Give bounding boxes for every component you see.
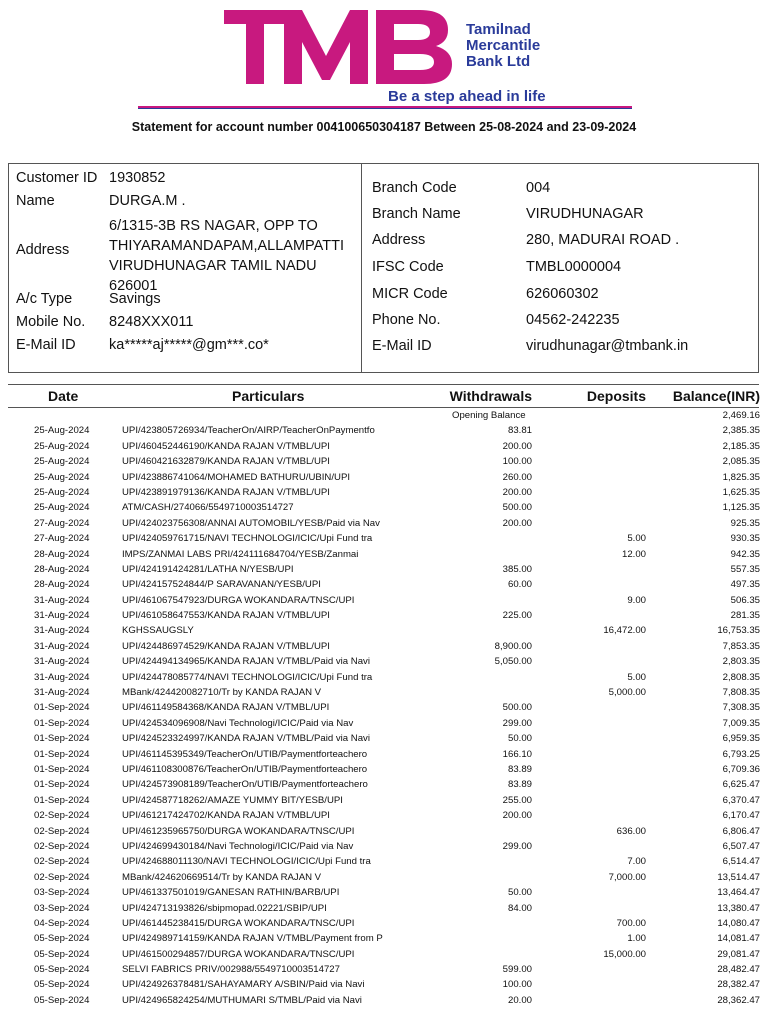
row-particulars: MBank/424620669514/Tr by KANDA RAJAN V (122, 871, 322, 883)
tmb-logo (222, 4, 458, 88)
row-particulars: UPI/424486974529/KANDA RAJAN V/TMBL/UPI (122, 640, 330, 652)
row-date: 05-Sep-2024 (34, 964, 90, 976)
table-header-top-rule (8, 384, 759, 385)
row-date: 28-Aug-2024 (34, 579, 90, 591)
row-balance: 29,081.47 (717, 948, 760, 960)
row-balance: 6,625.47 (722, 779, 760, 791)
row-particulars: UPI/424965824254/MUTHUMARI S/TMBL/Paid via Navi (122, 994, 362, 1006)
branch-name-value: VIRUDHUNAGAR (526, 206, 644, 222)
row-date: 25-Aug-2024 (34, 440, 90, 452)
bank-name-line: Mercantile (466, 37, 541, 54)
row-particulars: UPI/461149584368/KANDA RAJAN V/TMBL/UPI (122, 702, 330, 714)
row-date: 05-Sep-2024 (34, 994, 90, 1006)
row-deposit: 5.00 (627, 671, 646, 683)
row-deposit: 9.00 (627, 594, 646, 606)
row-balance: 2,808.35 (722, 671, 760, 683)
row-withdrawal: 500.00 (502, 502, 532, 514)
address-line: THIYARAMANDAPAM,ALLAMPATTI (109, 238, 344, 254)
row-withdrawal: 50.00 (507, 733, 532, 745)
table-row (0, 623, 768, 638)
table-row (0, 901, 768, 916)
row-withdrawal: 100.00 (502, 456, 532, 468)
table-row (0, 870, 768, 885)
address-line: VIRUDHUNAGAR TAMIL NADU (109, 258, 317, 274)
opening-balance-label: Opening Balance (452, 410, 526, 421)
table-row (0, 562, 768, 577)
row-date: 02-Sep-2024 (34, 856, 90, 868)
row-withdrawal: 200.00 (502, 517, 532, 529)
row-particulars: IMPS/ZANMAI LABS PRI/424111684704/YESB/Zanmai (122, 548, 359, 560)
row-date: 28-Aug-2024 (34, 548, 90, 560)
customer-name-label: Name (16, 193, 55, 209)
row-particulars: UPI/460452446190/KANDA RAJAN V/TMBL/UPI (122, 440, 330, 452)
row-particulars: UPI/424478085774/NAVI TECHNOLOGI/ICIC/Upi Fund tra (122, 671, 373, 683)
row-withdrawal: 50.00 (507, 887, 532, 899)
row-particulars: KGHSSAUGSLY (122, 625, 194, 637)
table-row (0, 608, 768, 623)
table-row (0, 916, 768, 931)
row-withdrawal: 5,050.00 (494, 656, 532, 668)
row-balance: 2,385.35 (722, 425, 760, 437)
address-line: 626001 (109, 278, 158, 294)
row-balance: 28,482.47 (717, 964, 760, 976)
row-withdrawal: 83.89 (507, 763, 532, 775)
row-date: 31-Aug-2024 (34, 625, 90, 637)
row-particulars: UPI/423886741064/MOHAMED BATHURU/UBIN/UPI (122, 471, 351, 483)
row-deposit: 5,000.00 (608, 687, 646, 699)
actype-value: Savings (109, 291, 161, 307)
row-withdrawal: 200.00 (502, 810, 532, 822)
row-date: 03-Sep-2024 (34, 887, 90, 899)
row-particulars: UPI/461337501019/GANESAN RATHIN/BARB/UPI (122, 887, 340, 899)
table-row (0, 962, 768, 977)
ifsc-value: TMBL0000004 (526, 259, 622, 275)
row-withdrawal: 255.00 (502, 794, 532, 806)
customer-email-value: ka*****aj*****@gm***.co* (109, 337, 269, 353)
row-date: 31-Aug-2024 (34, 687, 90, 699)
row-deposit: 636.00 (616, 825, 646, 837)
row-balance: 2,185.35 (722, 440, 760, 452)
row-withdrawal: 200.00 (502, 486, 532, 498)
row-particulars: UPI/461217424702/KANDA RAJAN V/TMBL/UPI (122, 810, 330, 822)
table-row (0, 516, 768, 531)
branch-phone-label: Phone No. (372, 312, 441, 328)
row-particulars: UPI/461067547923/DURGA WOKANDARA/TNSC/UPI (122, 594, 355, 606)
row-balance: 7,009.35 (722, 717, 760, 729)
row-particulars: UPI/424059761715/NAVI TECHNOLOGI/ICIC/Upi Fund tra (122, 533, 373, 545)
row-particulars: MBank/424420082710/Tr by KANDA RAJAN V (122, 687, 322, 699)
row-balance: 6,507.47 (722, 840, 760, 852)
row-particulars: UPI/423891979136/KANDA RAJAN V/TMBL/UPI (122, 486, 330, 498)
row-balance: 1,125.35 (722, 502, 760, 514)
row-date: 31-Aug-2024 (34, 671, 90, 683)
row-date: 01-Sep-2024 (34, 702, 90, 714)
row-date: 25-Aug-2024 (34, 471, 90, 483)
table-row (0, 762, 768, 777)
bank-name-line: Bank Ltd (466, 53, 531, 70)
row-balance: 16,753.35 (717, 625, 760, 637)
actype-label: A/c Type (16, 291, 73, 307)
row-balance: 28,362.47 (717, 994, 760, 1006)
customer-address-label: Address (16, 242, 70, 258)
row-particulars: UPI/461145395349/TeacherOn/UTIB/Paymentforteachero (122, 748, 368, 760)
row-withdrawal: 84.00 (507, 902, 532, 914)
table-row (0, 423, 768, 438)
row-particulars: UPI/461235965750/DURGA WOKANDARA/TNSC/UPI (122, 825, 355, 837)
row-withdrawal: 500.00 (502, 702, 532, 714)
mobile-label: Mobile No. (16, 314, 86, 330)
table-row (0, 670, 768, 685)
branch-email-label: E-Mail ID (372, 338, 432, 354)
bank-name-line: Tamilnad (466, 21, 531, 38)
row-date: 25-Aug-2024 (34, 486, 90, 498)
row-date: 31-Aug-2024 (34, 594, 90, 606)
row-date: 01-Sep-2024 (34, 794, 90, 806)
micr-value: 626060302 (526, 286, 599, 302)
table-row (0, 547, 768, 562)
table-row (0, 854, 768, 869)
row-withdrawal: 83.81 (507, 425, 532, 437)
row-balance: 1,825.35 (722, 471, 760, 483)
row-particulars: UPI/461445238415/DURGA WOKANDARA/TNSC/UPI (122, 917, 355, 929)
table-row (0, 793, 768, 808)
mobile-value: 8248XXX011 (109, 314, 194, 330)
table-row (0, 500, 768, 515)
row-date: 28-Aug-2024 (34, 563, 90, 575)
customer-address-value (109, 216, 344, 296)
table-row (0, 731, 768, 746)
row-withdrawal: 20.00 (507, 994, 532, 1006)
branch-email-value: virudhunagar@tmbank.in (526, 338, 689, 354)
branch-code-value: 004 (526, 180, 551, 196)
row-date: 02-Sep-2024 (34, 871, 90, 883)
row-balance: 6,709.36 (722, 763, 760, 775)
branch-address-label: Address (372, 232, 426, 248)
table-row (0, 439, 768, 454)
row-deposit: 7,000.00 (608, 871, 646, 883)
row-particulars: SELVI FABRICS PRIV/002988/5549710003514727 (122, 964, 340, 976)
row-particulars: UPI/424926378481/SAHAYAMARY A/SBIN/Paid via Navi (122, 979, 365, 991)
row-deposit: 12.00 (621, 548, 646, 560)
table-row (0, 485, 768, 500)
row-balance: 7,308.35 (722, 702, 760, 714)
row-deposit: 7.00 (627, 856, 646, 868)
row-balance: 506.35 (730, 594, 760, 606)
row-particulars: ATM/CASH/274066/5549710003514727 (122, 502, 294, 514)
row-date: 27-Aug-2024 (34, 517, 90, 529)
row-balance: 6,370.47 (722, 794, 760, 806)
row-balance: 13,464.47 (717, 887, 760, 899)
row-balance: 7,853.35 (722, 640, 760, 652)
row-date: 05-Sep-2024 (34, 948, 90, 960)
row-withdrawal: 599.00 (502, 964, 532, 976)
row-withdrawal: 299.00 (502, 717, 532, 729)
transactions-table (0, 408, 768, 1008)
row-particulars: UPI/461058647553/KANDA RAJAN V/TMBL/UPI (122, 610, 330, 622)
branch-code-label: Branch Code (372, 180, 457, 196)
row-deposit: 1.00 (627, 933, 646, 945)
table-row (0, 993, 768, 1008)
branch-address-value: 280, MADURAI ROAD . (526, 232, 680, 248)
row-balance: 6,514.47 (722, 856, 760, 868)
row-balance: 7,808.35 (722, 687, 760, 699)
row-balance: 6,793.25 (722, 748, 760, 760)
row-balance: 13,514.47 (717, 871, 760, 883)
row-balance: 14,080.47 (717, 917, 760, 929)
row-date: 02-Sep-2024 (34, 825, 90, 837)
row-date: 31-Aug-2024 (34, 610, 90, 622)
row-balance: 13,380.47 (717, 902, 760, 914)
row-date: 05-Sep-2024 (34, 979, 90, 991)
opening-balance-value: 2,469.16 (722, 410, 760, 421)
row-particulars: UPI/424989714159/KANDA RAJAN V/TMBL/Payment from P (122, 933, 383, 945)
row-withdrawal: 385.00 (502, 563, 532, 575)
row-balance: 2,803.35 (722, 656, 760, 668)
row-particulars: UPI/424587718262/AMAZE YUMMY BIT/YESB/UPI (122, 794, 343, 806)
bank-header (0, 0, 768, 112)
table-row (0, 685, 768, 700)
customer-id-label: Customer ID (16, 170, 98, 186)
bank-name (466, 22, 540, 70)
row-date: 31-Aug-2024 (34, 656, 90, 668)
table-row (0, 654, 768, 669)
table-row (0, 977, 768, 992)
customer-id-value: 1930852 (109, 170, 166, 186)
col-header-deposits: Deposits (586, 388, 646, 404)
row-date: 01-Sep-2024 (34, 763, 90, 775)
table-row (0, 700, 768, 715)
row-particulars: UPI/461500294857/DURGA WOKANDARA/TNSC/UPI (122, 948, 355, 960)
row-withdrawal: 83.89 (507, 779, 532, 791)
row-particulars: UPI/424534096908/Navi Technologi/ICIC/Paid via Nav (122, 717, 354, 729)
table-row (0, 777, 768, 792)
row-balance: 925.35 (730, 517, 760, 529)
row-date: 25-Aug-2024 (34, 456, 90, 468)
row-withdrawal: 225.00 (502, 610, 532, 622)
branch-phone-value: 04562-242235 (526, 312, 620, 328)
row-balance: 6,959.35 (722, 733, 760, 745)
table-row (0, 639, 768, 654)
row-date: 01-Sep-2024 (34, 748, 90, 760)
row-withdrawal: 200.00 (502, 440, 532, 452)
row-date: 25-Aug-2024 (34, 502, 90, 514)
table-row (0, 839, 768, 854)
row-date: 05-Sep-2024 (34, 933, 90, 945)
row-particulars: UPI/424023756308/ANNAI AUTOMOBIL/YESB/Paid via Nav (122, 517, 380, 529)
table-row (0, 577, 768, 592)
customer-email-label: E-Mail ID (16, 337, 76, 353)
row-balance: 1,625.35 (722, 486, 760, 498)
address-line: 6/1315-3B RS NAGAR, OPP TO (109, 218, 318, 234)
row-particulars: UPI/424699430184/Navi Technologi/ICIC/Paid via Nav (122, 840, 354, 852)
row-date: 31-Aug-2024 (34, 640, 90, 652)
row-deposit: 16,472.00 (603, 625, 646, 637)
micr-label: MICR Code (372, 286, 448, 302)
bank-tagline: Be a step ahead in life (388, 88, 546, 105)
table-row (0, 454, 768, 469)
row-date: 01-Sep-2024 (34, 717, 90, 729)
row-date: 25-Aug-2024 (34, 425, 90, 437)
col-header-withdrawals: Withdrawals (449, 388, 532, 404)
row-particulars: UPI/461108300876/TeacherOn/UTIB/Paymentforteachero (122, 763, 368, 775)
row-deposit: 5.00 (627, 533, 646, 545)
table-row (0, 593, 768, 608)
row-balance: 28,382.47 (717, 979, 760, 991)
row-balance: 942.35 (730, 548, 760, 560)
row-deposit: 700.00 (616, 917, 646, 929)
row-withdrawal: 299.00 (502, 840, 532, 852)
row-balance: 557.35 (730, 563, 760, 575)
table-row (0, 470, 768, 485)
table-row (0, 824, 768, 839)
row-withdrawal: 260.00 (502, 471, 532, 483)
row-particulars: UPI/424523324997/KANDA RAJAN V/TMBL/Paid via Navi (122, 733, 370, 745)
row-withdrawal: 100.00 (502, 979, 532, 991)
info-divider (361, 163, 362, 373)
row-balance: 281.35 (730, 610, 760, 622)
table-row (0, 931, 768, 946)
row-balance: 930.35 (730, 533, 760, 545)
row-withdrawal: 8,900.00 (494, 640, 532, 652)
row-date: 27-Aug-2024 (34, 533, 90, 545)
table-row (0, 531, 768, 546)
table-row (0, 808, 768, 823)
row-withdrawal: 60.00 (507, 579, 532, 591)
row-balance: 2,085.35 (722, 456, 760, 468)
row-withdrawal: 166.10 (502, 748, 532, 760)
customer-name-value: DURGA.M . (109, 193, 186, 209)
row-deposit: 15,000.00 (603, 948, 646, 960)
row-particulars: UPI/424494134965/KANDA RAJAN V/TMBL/Paid via Navi (122, 656, 370, 668)
row-particulars: UPI/423805726934/TeacherOn/AIRP/TeacherOnPaymentfo (122, 425, 375, 437)
statement-title: Statement for account number 004100650304187 Between 25-08-2024 and 23-09-2024 (131, 120, 637, 134)
branch-name-label: Branch Name (372, 206, 461, 222)
row-balance: 6,806.47 (722, 825, 760, 837)
row-particulars: UPI/460421632879/KANDA RAJAN V/TMBL/UPI (122, 456, 330, 468)
col-header-balance: Balance(INR) (672, 388, 760, 404)
row-date: 02-Sep-2024 (34, 810, 90, 822)
row-particulars: UPI/424157524844/P SARAVANAN/YESB/UPI (122, 579, 321, 591)
row-date: 01-Sep-2024 (34, 733, 90, 745)
row-particulars: UPI/424191424281/LATHA N/YESB/UPI (122, 563, 294, 575)
row-particulars: UPI/424713193826/sbipmopad.02221/SBIP/UPI (122, 902, 327, 914)
table-row (0, 747, 768, 762)
ifsc-label: IFSC Code (372, 259, 444, 275)
row-balance: 497.35 (730, 579, 760, 591)
row-particulars: UPI/424573908189/TeacherOn/UTIB/Paymentforteachero (122, 779, 368, 791)
opening-balance-row (0, 408, 768, 423)
table-row (0, 885, 768, 900)
table-row (0, 716, 768, 731)
row-date: 01-Sep-2024 (34, 779, 90, 791)
col-header-date: Date (48, 388, 79, 404)
row-date: 03-Sep-2024 (34, 902, 90, 914)
row-balance: 6,170.47 (722, 810, 760, 822)
row-particulars: UPI/424688011130/NAVI TECHNOLOGI/ICIC/Upi Fund tra (122, 856, 371, 868)
row-balance: 14,081.47 (717, 933, 760, 945)
header-rule-blue (138, 108, 632, 109)
row-date: 02-Sep-2024 (34, 840, 90, 852)
col-header-particulars: Particulars (232, 388, 305, 404)
row-date: 04-Sep-2024 (34, 917, 90, 929)
table-row (0, 947, 768, 962)
